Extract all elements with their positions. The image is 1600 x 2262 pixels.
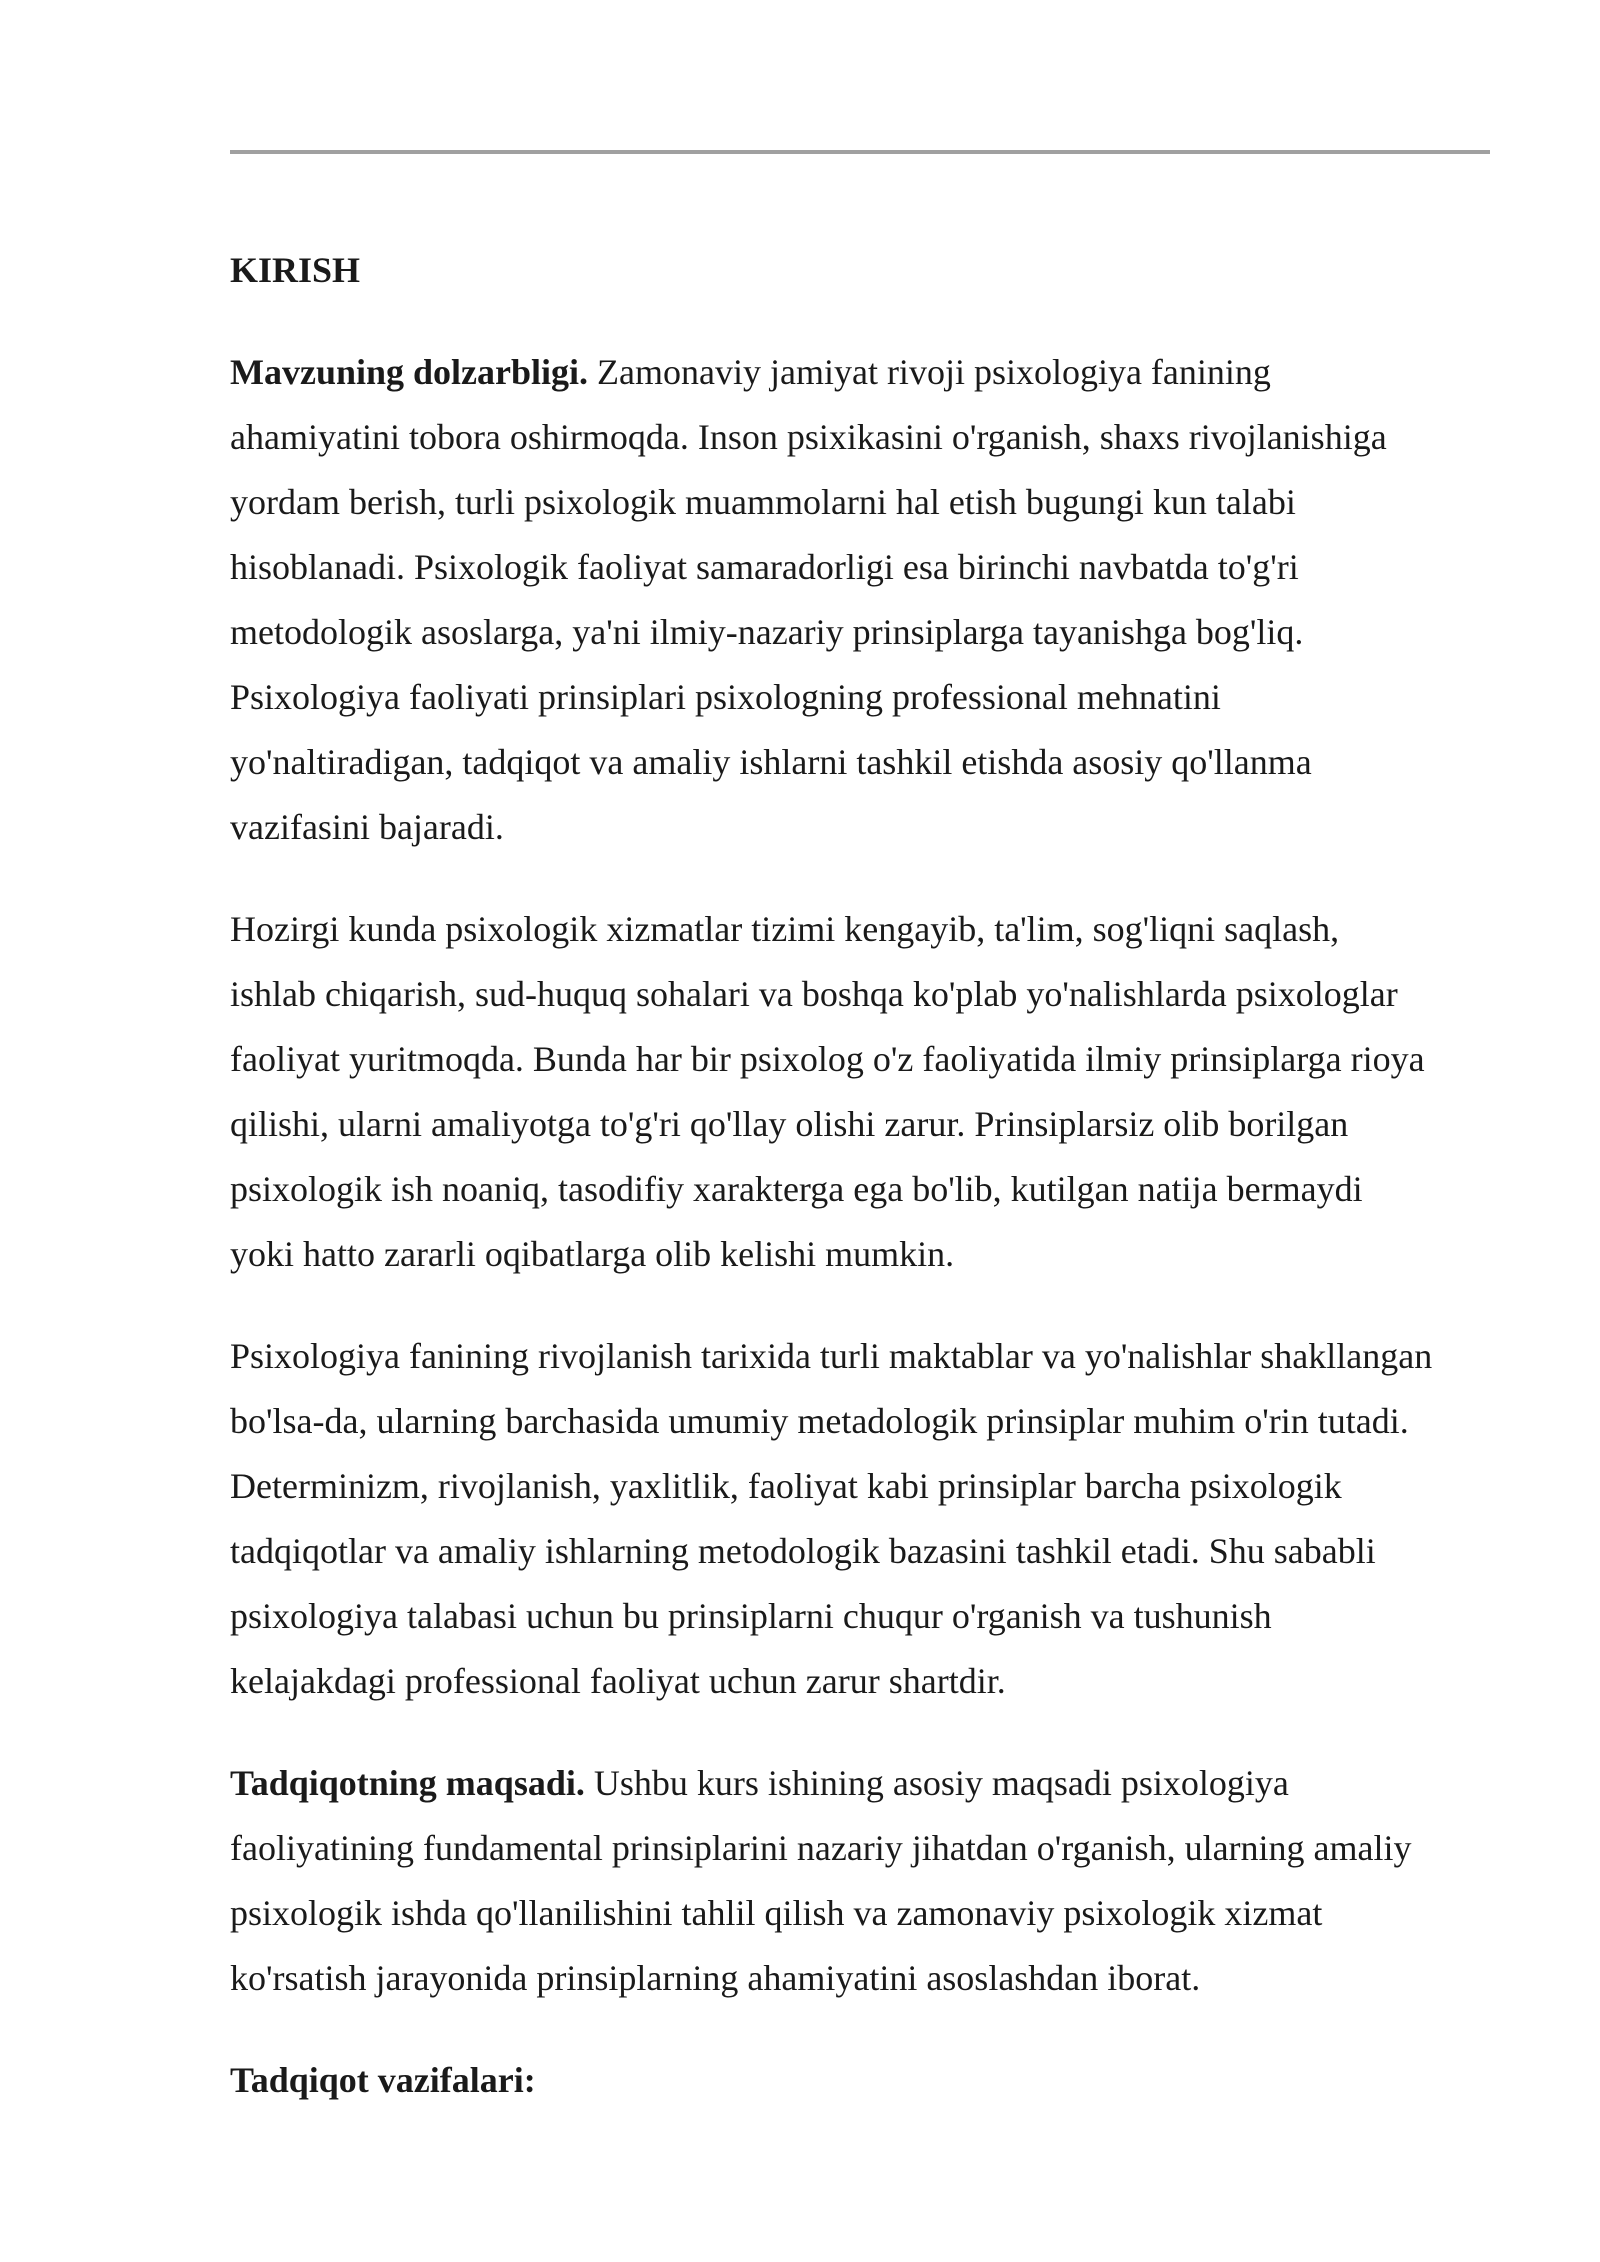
paragraph-line: qilishi, ularni amaliyotga to'g'ri qo'llay olishi zarur. Prinsiplarsiz olib borilgan (230, 1104, 1349, 1144)
document-body (230, 238, 1490, 2113)
paragraph-line: Hozirgi kunda psixologik xizmatlar tizimi kengayib, ta'lim, sog'liqni saqlash, (230, 909, 1340, 949)
paragraph-line: yordam berish, turli psixologik muammolarni hal etish bugungi kun talabi (230, 482, 1296, 522)
paragraph-line: ishlab chiqarish, sud-huquq sohalari va boshqa ko'plab yo'nalishlarda psixologlar (230, 974, 1398, 1014)
paragraph-line: faoliyat yuritmoqda. Bunda har bir psixolog o'z faoliyatida ilmiy prinsiplarga rioya (230, 1039, 1425, 1079)
paragraph-line: bo'lsa-da, ularning barchasida umumiy metadologik prinsiplar muhim o'rin tutadi. (230, 1401, 1409, 1441)
paragraph-line: Psixologiya fanining rivojlanish tarixida turli maktablar va yo'nalishlar shakllangan (230, 1336, 1433, 1376)
paragraph-line: psixologiya talabasi uchun bu prinsiplarni chuqur o'rganish va tushunish (230, 1596, 1272, 1636)
paragraph-relevance (230, 340, 1490, 860)
section-title: KIRISH (230, 250, 361, 290)
header-rule (230, 150, 1490, 154)
paragraph-text: Zamonaviy jamiyat rivoji psixologiya fanining (588, 352, 1271, 392)
paragraph-line (230, 340, 1490, 405)
paragraph-line (230, 1751, 1490, 1816)
paragraph-line: faoliyatining fundamental prinsiplarini nazariy jihatdan o'rganish, ularning amaliy (230, 1828, 1412, 1868)
paragraph-line: Determinizm, rivojlanish, yaxlitlik, faoliyat kabi prinsiplar barcha psixologik (230, 1466, 1342, 1506)
paragraph-line: ko'rsatish jarayonida prinsiplarning ahamiyatini asoslashdan iborat. (230, 1958, 1201, 1998)
paragraph-line: Psixologiya faoliyati prinsiplari psixologning professional mehnatini (230, 677, 1221, 717)
paragraph-line: psixologik ish noaniq, tasodifiy xarakterga ega bo'lib, kutilgan natija bermaydi (230, 1169, 1363, 1209)
paragraph-history (230, 1324, 1490, 1714)
paragraph-line: psixologik ishda qo'llanilishini tahlil qilish va zamonaviy psixologik xizmat (230, 1893, 1323, 1933)
paragraph-line: yo'naltiradigan, tadqiqot va amaliy ishlarni tashkil etishda asosiy qo'llanma (230, 742, 1312, 782)
paragraph-lead: Mavzuning dolzarbligi. (230, 352, 589, 392)
paragraph-line: yoki hatto zararli oqibatlarga olib kelishi mumkin. (230, 1234, 955, 1274)
paragraph-services (230, 897, 1490, 1287)
paragraph-line: kelajakdagi professional faoliyat uchun zarur shartdir. (230, 1661, 1006, 1701)
paragraph-line: ahamiyatini tobora oshirmoqda. Inson psixikasini o'rganish, shaxs rivojlanishiga (230, 417, 1387, 457)
paragraph-lead: Tadqiqotning maqsadi. (230, 1763, 585, 1803)
paragraph-goal (230, 1751, 1490, 2011)
paragraph-line: vazifasini bajaradi. (230, 807, 504, 847)
paragraph-line: metodologik asoslarga, ya'ni ilmiy-nazariy prinsiplarga tayanishga bog'liq. (230, 612, 1304, 652)
paragraph-line: tadqiqotlar va amaliy ishlarning metodologik bazasini tashkil etadi. Shu sababli (230, 1531, 1376, 1571)
tasks-subheading: Tadqiqot vazifalari: (230, 2060, 536, 2100)
paragraph-text: Ushbu kurs ishining asosiy maqsadi psixologiya (584, 1763, 1289, 1803)
paragraph-line: hisoblanadi. Psixologik faoliyat samaradorligi esa birinchi navbatda to'g'ri (230, 547, 1299, 587)
